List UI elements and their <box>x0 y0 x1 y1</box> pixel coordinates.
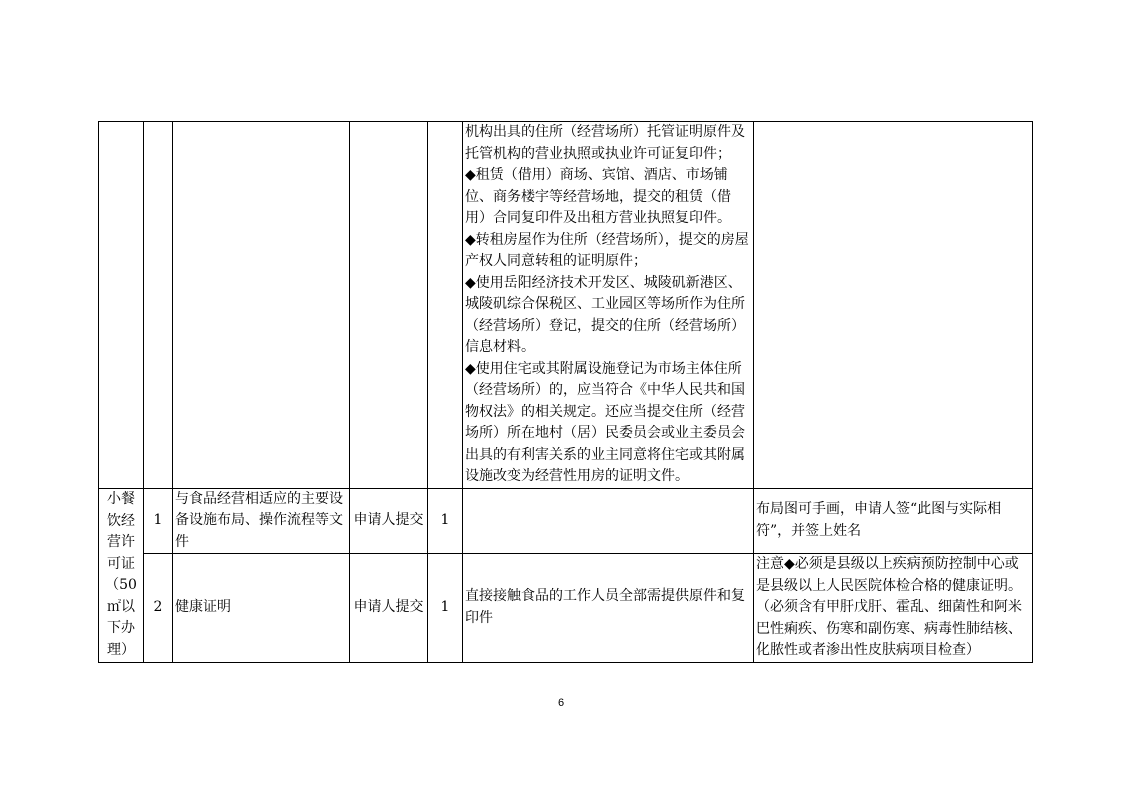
copies-cell <box>428 554 463 663</box>
requirement-text: ◆使用住宅或其附属设施登记为市场主体住所（经营场所）的，应当符合《中华人民共和国物权法》的相关规定。还应当提交住所（经营场所）所在地村（居）民委员会或业主委员会出具的有利害关系的业主同意将住宅或其附属设施改变为经营性用房的证明文件。 <box>465 360 745 484</box>
source-cell-empty <box>350 122 428 489</box>
requirements-table <box>98 121 1033 663</box>
row-index: 1 <box>153 512 163 528</box>
material-name: 健康证明 <box>175 599 231 615</box>
requirement-text: ◆转租房屋作为住所（经营场所），提交的房屋产权人同意转租的证明原件； <box>465 231 749 269</box>
source-cell <box>350 554 428 663</box>
copies-cell <box>428 488 463 554</box>
index-cell <box>144 554 173 663</box>
requirement-text: ◆租赁（借用）商场、宾馆、酒店、市场铺位、商务楼宇等经营场地，提交的租赁（借用）合同复印件及出租方营业执照复印件。 <box>465 167 731 226</box>
category-cell-empty <box>99 122 144 489</box>
material-source: 申请人提交 <box>353 512 424 528</box>
material-cell-empty <box>173 122 350 489</box>
requirement-text: 机构出具的住所（经营场所）托管证明原件及托管机构的营业执照或执业许可证复印件； <box>465 124 745 162</box>
table-row-continuation <box>99 122 1033 489</box>
source-cell <box>350 488 428 554</box>
category-label: 小餐饮经营许可证（50 ㎡以下办理） <box>105 491 137 658</box>
index-cell <box>144 488 173 554</box>
requirement-text: 直接接触食品的工作人员全部需提供原件和复印件 <box>465 588 745 626</box>
requirement-cell <box>463 488 754 554</box>
note-text: 布局图可手画，申请人签“此图与实际相符”，并签上姓名 <box>756 501 1002 539</box>
requirement-text: ◆使用岳阳经济技术开发区、城陵矶新港区、城陵矶综合保税区、工业园区等场所作为住所（经营场所）登记，提交的住所（经营场所）信息材料。 <box>465 274 745 355</box>
note-cell-empty <box>754 122 1033 489</box>
requirement-cell <box>463 122 754 489</box>
material-name: 与食品经营相适应的主要设备设施布局、操作流程等文件 <box>175 490 343 550</box>
note-cell <box>754 488 1033 554</box>
category-cell <box>99 488 144 662</box>
copies-count: 1 <box>440 512 450 528</box>
page-number: 6 <box>557 697 565 709</box>
material-cell <box>173 488 350 554</box>
row-index: 2 <box>153 599 163 615</box>
table-row <box>99 488 1033 554</box>
material-source: 申请人提交 <box>353 599 424 615</box>
requirement-cell <box>463 554 754 663</box>
note-cell <box>754 554 1033 663</box>
copies-cell-empty <box>428 122 463 489</box>
note-text: 注意◆必须是县级以上疾病预防控制中心或是县级以上人民医院体检合格的健康证明。（必须含有甲肝戊肝、霍乱、细菌性和阿米巴性痢疾、伤寒和副伤寒、病毒性肺结核、化脓性或者渗出性皮肤病项目检查） <box>756 556 1022 658</box>
table-row <box>99 554 1033 663</box>
material-cell <box>173 554 350 663</box>
copies-count: 1 <box>440 599 450 615</box>
index-cell-empty <box>144 122 173 489</box>
